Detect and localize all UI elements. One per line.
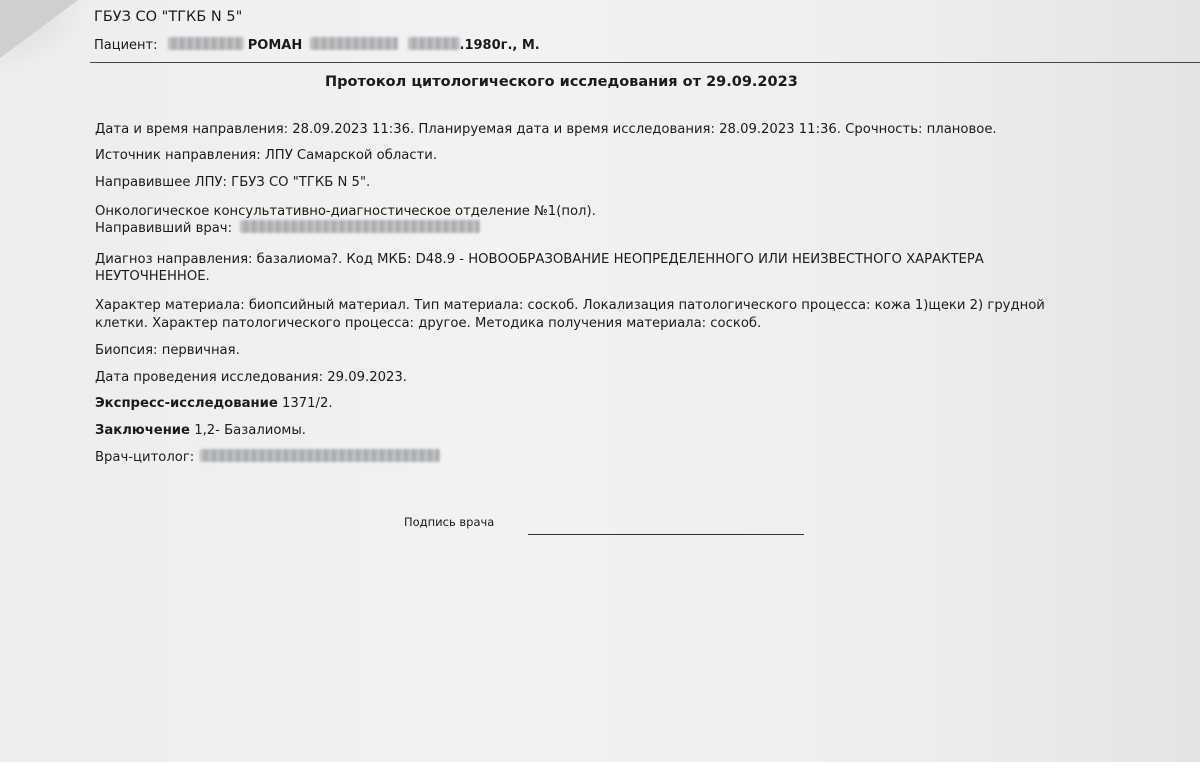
patient-line [94,37,540,53]
department: Онкологическое консультативно-диагностическое отделение №1(пол). [95,204,596,219]
patient-first-name: РОМАН [247,38,303,53]
cytologist-line [95,449,440,466]
referral-datetime: Дата и время направления: 28.09.2023 11:36. Планируемая дата и время исследования: 28.09.2023 11:36. Срочность: плановое. [95,122,997,137]
conclusion-label: Заключение [95,423,190,438]
redacted-birth-date [408,37,460,50]
referring-lpu: Направившее ЛПУ: ГБУЗ СО "ТГКБ N 5". [95,175,371,190]
referring-doctor-line [95,220,480,237]
cytologist-label: Врач-цитолог: [95,450,195,465]
conclusion-value: 1,2- Базалиомы. [190,423,306,438]
material-line-2: клетки. Характер патологического процесса: другое. Методика получения материала: соскоб. [95,316,762,331]
biopsy: Биопсия: первичная. [95,343,240,358]
signature-line [528,534,804,535]
redacted-patronymic [310,37,398,50]
redacted-surname [168,37,244,50]
patient-birth-year: .1980г., М. [459,38,540,53]
signature-label: Подпись врача [404,515,495,529]
express-study-value: 1371/2. [277,396,333,411]
redacted-cytologist [200,449,440,462]
referral-source: Источник направления: ЛПУ Самарской области. [95,148,438,163]
document-title: Протокол цитологического исследования от 29.09.2023 [325,74,798,90]
diagnosis-line-1: Диагноз направления: базалиома?. Код МКБ: D48.9 - НОВООБРАЗОВАНИЕ НЕОПРЕДЕЛЕННОГО ИЛИ НЕИЗВЕСТНОГО ХАРАКТЕРА [95,252,984,267]
referring-doctor-label: Направивший врач: [95,221,233,236]
conclusion-line [95,422,306,439]
material-line-1: Характер материала: биопсийный материал. Тип материала: соскоб. Локализация патологического процесса: кожа 1)щеки 2) грудной [95,298,1045,313]
express-study-label: Экспресс-исследование [95,396,278,411]
diagnosis-line-2: НЕУТОЧНЕННОЕ. [95,269,210,284]
folded-corner [0,0,78,58]
organization-header: ГБУЗ СО "ТГКБ N 5" [94,9,243,25]
study-date: Дата проведения исследования: 29.09.2023. [95,370,407,385]
redacted-referring-doctor [240,220,480,233]
header-divider [90,62,1200,63]
express-study-line [95,395,333,412]
patient-label: Пациент: [94,38,158,53]
